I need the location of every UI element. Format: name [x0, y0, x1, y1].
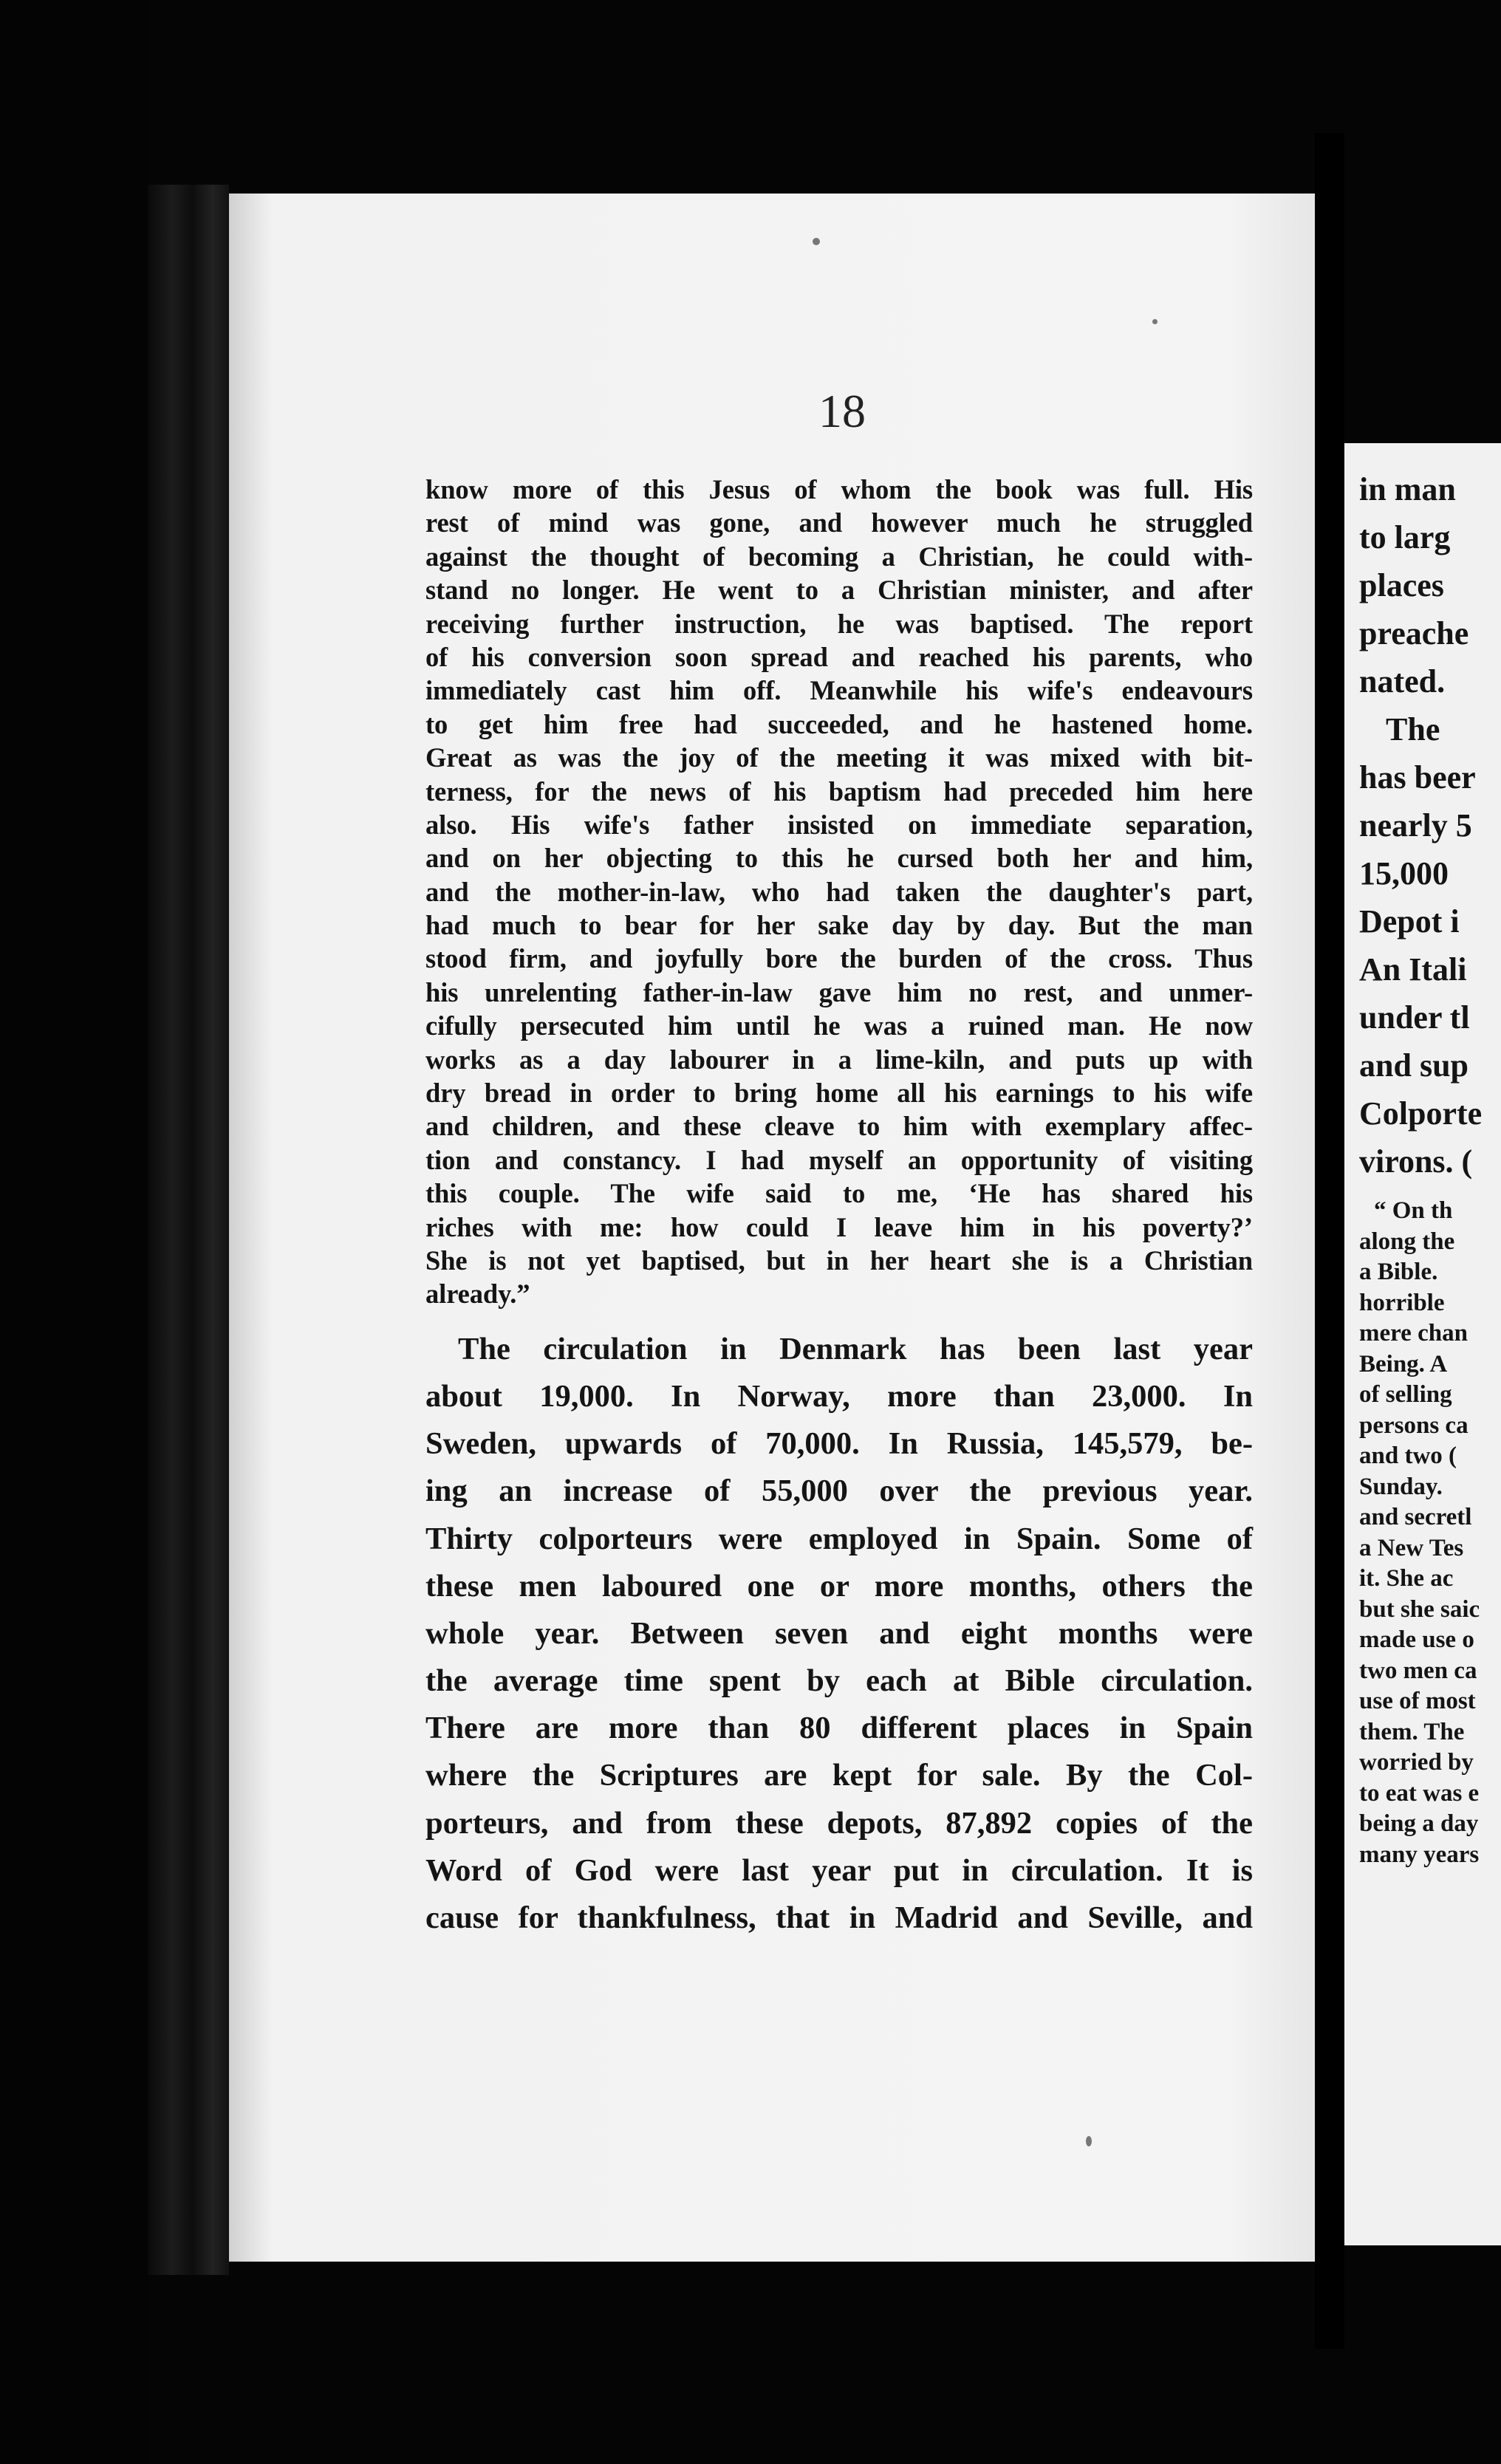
text-line: preache	[1359, 615, 1469, 651]
paper-speck	[1152, 319, 1158, 324]
text-line: to get him free had succeeded, and he hastened home.	[425, 708, 1253, 739]
text-line: tion and constancy. I had myself an opportunity of visiting	[425, 1144, 1253, 1175]
text-line: but she saic	[1359, 1595, 1480, 1623]
text-line: two men ca	[1359, 1657, 1477, 1684]
page-number: 18	[818, 385, 866, 437]
text-line: receiving further instruction, he was baptised. The report	[425, 608, 1253, 639]
text-line: places	[1359, 567, 1444, 603]
text-line: ing an increase of 55,000 over the previous year.	[425, 1474, 1253, 1509]
right-page-text	[1359, 465, 1501, 1870]
text-line: stand no longer. He went to a Christian minister, and after	[425, 575, 1253, 606]
text-line: and secretl	[1359, 1504, 1472, 1530]
text-line: dry bread in order to bring home all his earnings to his wife	[425, 1078, 1253, 1109]
text-line: also. His wife's father insisted on immediate separation,	[425, 809, 1253, 840]
text-line: it. She ac	[1359, 1565, 1454, 1592]
text-line: stood firm, and joyfully bore the burden of the cross. Thus	[425, 943, 1253, 974]
text-line: porteurs, and from these depots, 87,892 copies of the	[425, 1805, 1253, 1841]
text-line: and two (	[1359, 1443, 1457, 1469]
text-line: know more of this Jesus of whom the book was full. His	[425, 474, 1253, 504]
text-line: of his conversion soon spread and reached his parents, who	[425, 641, 1253, 672]
text-line: There are more than 80 different places in Spain	[425, 1711, 1253, 1746]
text-line: had much to bear for her sake day by day. But the man	[425, 910, 1253, 941]
text-line: rest of mind was gone, and however much he struggled	[425, 507, 1253, 538]
quoted-passage	[425, 473, 1253, 1311]
text-line: use of most	[1359, 1688, 1476, 1714]
page-body	[425, 473, 1253, 1942]
right-page-upper-block	[1359, 465, 1501, 1185]
text-line: and children, and these cleave to him with exemplary affec-	[425, 1111, 1253, 1142]
text-line: these men laboured one or more months, others the	[425, 1568, 1253, 1604]
text-line: and the mother-in-law, who had taken the daughter's part,	[425, 876, 1253, 907]
text-line: has beer	[1359, 759, 1476, 795]
text-line: cause for thankfulness, that in Madrid and Seville, and	[425, 1900, 1253, 1936]
text-line: to larg	[1359, 519, 1451, 555]
paper-speck	[813, 238, 820, 245]
text-line: against the thought of becoming a Christian, he could with-	[425, 541, 1253, 572]
text-line: nearly 5	[1359, 807, 1472, 843]
text-line: of selling	[1359, 1381, 1452, 1408]
right-page-lower-block	[1359, 1196, 1501, 1870]
book-gutter	[1315, 133, 1344, 2349]
text-line: 15,000	[1359, 855, 1449, 892]
text-line: Colporte	[1359, 1095, 1483, 1132]
paragraph	[425, 1326, 1253, 1942]
text-line: mere chan	[1359, 1320, 1468, 1346]
text-line: virons. (	[1359, 1143, 1473, 1180]
text-line: Depot i	[1359, 903, 1460, 940]
text-line: about 19,000. In Norway, more than 23,000. In	[425, 1378, 1253, 1414]
text-line: Sunday.	[1359, 1473, 1443, 1500]
text-line: The circulation in Denmark has been last year	[458, 1331, 1253, 1366]
text-line: and on her objecting to this he cursed both her and him,	[425, 843, 1253, 874]
text-line: a New Tes	[1359, 1534, 1464, 1561]
text-line: horrible	[1359, 1289, 1445, 1316]
text-line: cifully persecuted him until he was a ruined man. He now	[425, 1010, 1253, 1041]
text-line: already.”	[425, 1279, 530, 1310]
text-line: along the	[1359, 1228, 1455, 1255]
text-line: She is not yet baptised, but in her heart she is a Christian	[425, 1245, 1253, 1276]
text-line: nated.	[1359, 663, 1446, 699]
text-line: the average time spent by each at Bible circulation.	[425, 1663, 1253, 1699]
text-line: them. The	[1359, 1718, 1465, 1745]
text-line: Sweden, upwards of 70,000. In Russia, 145,579, be-	[425, 1426, 1253, 1462]
text-line: a Bible.	[1359, 1259, 1438, 1285]
text-line: made use o	[1359, 1626, 1474, 1653]
text-line: terness, for the news of his baptism had preceded him here	[425, 776, 1253, 807]
text-line: his unrelenting father-in-law gave him no rest, and unmer-	[425, 976, 1253, 1007]
text-line: Thirty colporteurs were employed in Spain. Some of	[425, 1521, 1253, 1556]
text-line: whole year. Between seven and eight months were	[425, 1615, 1253, 1651]
text-line: The	[1386, 711, 1440, 747]
text-line: where the Scriptures are kept for sale. By the Col-	[425, 1758, 1253, 1793]
text-line: An Itali	[1359, 951, 1467, 988]
text-line: many years	[1359, 1841, 1480, 1868]
text-line: Being. A	[1359, 1350, 1448, 1378]
right-page	[1344, 443, 1501, 2245]
film-border-left	[0, 0, 148, 2464]
text-line: and sup	[1359, 1047, 1469, 1084]
text-line: under tl	[1359, 999, 1470, 1036]
text-line: works as a day labourer in a lime-kiln, and puts up with	[425, 1044, 1253, 1075]
text-line: to eat was e	[1359, 1779, 1480, 1807]
text-line: “ On th	[1374, 1197, 1453, 1224]
text-line: riches with me: how could I leave him in his poverty?’	[425, 1211, 1253, 1242]
text-line: Great as was the joy of the meeting it was mixed with bit-	[425, 742, 1253, 773]
book-page-edges	[148, 185, 229, 2275]
text-line: worried by	[1359, 1749, 1474, 1776]
text-line: in man	[1359, 471, 1456, 507]
text-line: immediately cast him off. Meanwhile his wife's endeavours	[425, 675, 1253, 706]
text-line: this couple. The wife said to me, ‘He has shared his	[425, 1178, 1253, 1209]
text-line: Word of God were last year put in circulation. It is	[425, 1852, 1253, 1888]
text-line: persons ca	[1359, 1411, 1468, 1439]
paper-speck	[1086, 2136, 1092, 2146]
text-line: being a day	[1359, 1810, 1479, 1837]
